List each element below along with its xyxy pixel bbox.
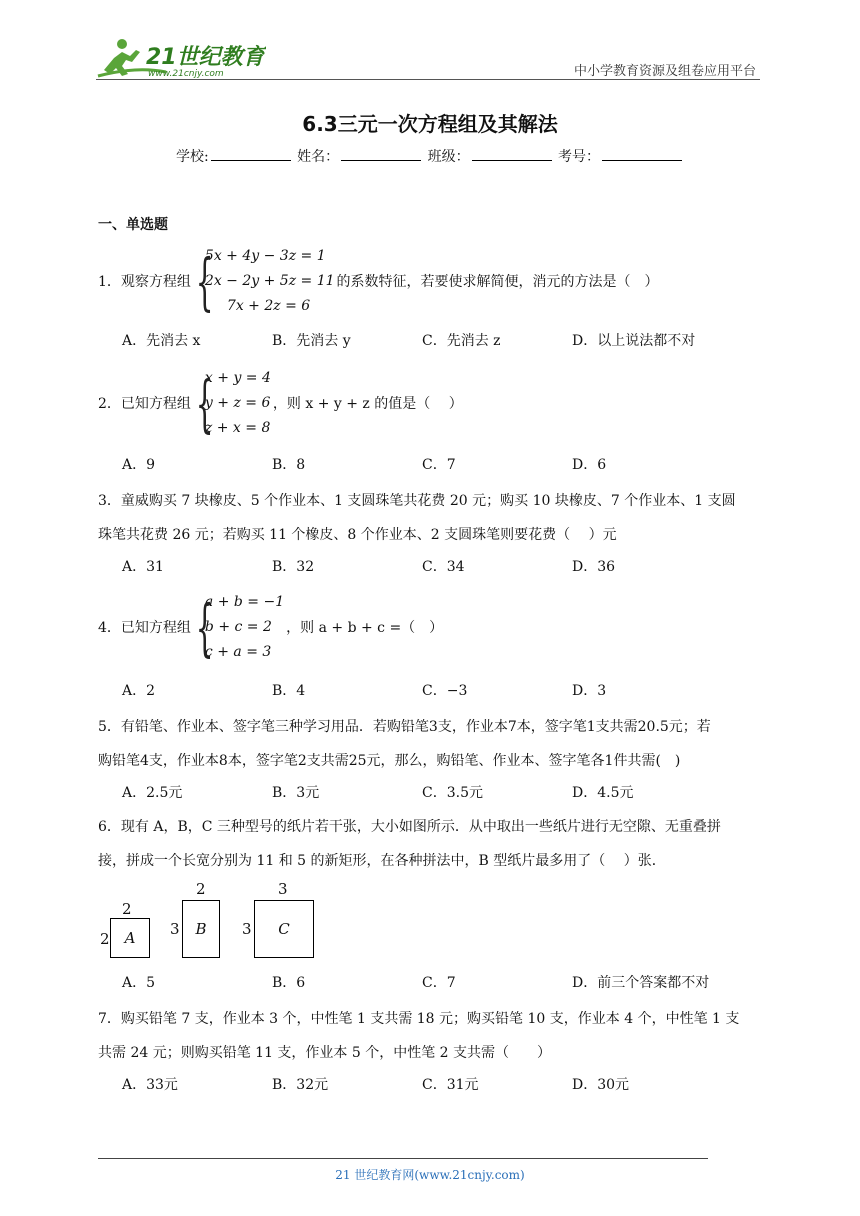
question-3-options [122, 556, 722, 576]
question-7-line: 共需 24 元；则购买铅笔 11 支，作业本 5 个，中性笔 2 支共需（ ） [98, 1045, 552, 1061]
question-7 [98, 1002, 766, 1070]
platform-name: 中小学教育资源及组卷应用平台 [573, 64, 756, 79]
question-2-stem-end: ，则 x + y + z 的值是（ ） [272, 395, 463, 412]
site-logo [96, 36, 266, 80]
question-6-line: 6．现有 A，B，C 三种型号的纸片若干张，大小如图所示．从中取出一些纸片进行无空隙、无重叠拼 [98, 819, 721, 835]
question-2-stem: 2．已知方程组 [98, 395, 191, 412]
question-1-stem-end: 的系数特征，若要使求解简便，消元的方法是（ ） [336, 273, 659, 290]
option-a[interactable]: A．2 [122, 683, 156, 699]
question-5-line: 购铅笔4支，作业本8本，签字笔2支共需25元，那么，购铅笔、作业本、签字笔各1件共需( ) [98, 753, 681, 769]
question-1-stem: 1．观察方程组 [98, 273, 191, 290]
equation: 5x + 4y − 3z = 1 [204, 248, 326, 264]
option-d[interactable]: D．以上说法都不对 [572, 333, 696, 349]
rect-c-label: C [278, 920, 290, 938]
option-d[interactable]: D．36 [572, 559, 616, 575]
question-5-line: 5．有铅笔、作业本、签字笔三种学习用品．若购铅笔3支，作业本7本，签字笔1支共需20.5元；若 [98, 719, 711, 735]
question-3-line: 珠笔共花费 26 元；若购买 11 个橡皮、8 个作业本、2 支圆珠笔则要花费（ ）元 [98, 527, 617, 543]
option-c[interactable]: C．先消去 z [422, 333, 501, 349]
equation: x + y = 4 [204, 370, 271, 386]
option-b[interactable]: B．4 [272, 683, 306, 699]
question-5 [98, 710, 766, 778]
option-d[interactable]: D．4.5元 [572, 785, 634, 801]
rect-a [110, 918, 150, 958]
equation: c + a = 3 [204, 644, 272, 660]
equation: a + b = −1 [204, 594, 285, 610]
option-b[interactable]: B．3元 [272, 785, 320, 801]
equation: 7x + 2z = 6 [226, 298, 311, 314]
name-label: 姓名： [297, 149, 340, 165]
option-a[interactable]: A．2.5元 [122, 785, 183, 801]
logo-text: 21世纪教育 [146, 45, 265, 70]
option-a[interactable]: A．先消去 x [122, 333, 201, 349]
footer-link[interactable]: 21 世纪教育网(www.21cnjy.com) [335, 1168, 525, 1182]
option-a[interactable]: A．31 [122, 559, 164, 575]
student-info [0, 146, 860, 166]
equation-system: { 5x + 4y − 3z = 1 2x − 2y + 5z = 11 7x + 2z = 6 [195, 244, 335, 318]
option-c[interactable]: C．−3 [422, 683, 468, 699]
page-title: 6.3三元一次方程组及其解法 [302, 112, 558, 136]
rect-b [182, 900, 220, 958]
option-b[interactable]: B．先消去 y [272, 333, 351, 349]
rect-b-label: B [195, 920, 207, 938]
option-c[interactable]: C．3.5元 [422, 785, 483, 801]
equation: 2x − 2y + 5z = 11 [204, 273, 335, 289]
option-d[interactable]: D．6 [572, 457, 607, 473]
rect-c [254, 900, 314, 958]
option-a[interactable]: A．5 [122, 975, 156, 991]
school-field[interactable] [211, 146, 291, 161]
question-7-options [122, 1074, 722, 1094]
question-5-options [122, 782, 722, 802]
b-width-label: 2 [196, 880, 206, 898]
b-height-label: 3 [170, 920, 180, 938]
paper-shapes-figure [96, 882, 326, 962]
option-d[interactable]: D．30元 [572, 1077, 630, 1093]
question-3-line: 3．童威购买 7 块橡皮、5 个作业本、1 支圆珠笔共花费 20 元；购买 10 块橡皮、7 个作业本、1 支圆 [98, 493, 736, 509]
option-c[interactable]: C．34 [422, 559, 465, 575]
option-a[interactable]: A．9 [122, 457, 156, 473]
name-field[interactable] [341, 146, 421, 161]
c-height-label: 3 [242, 920, 252, 938]
question-4-options [122, 680, 722, 700]
question-6-line: 接，拼成一个长宽分别为 11 和 5 的新矩形，在各种拼法中，B 型纸片最多用了（ ）张． [98, 853, 666, 869]
equation: b + c = 2 [204, 619, 272, 635]
class-label: 班级： [427, 149, 470, 165]
exam-no-field[interactable] [602, 146, 682, 161]
option-b[interactable]: B．32 [272, 559, 315, 575]
question-3 [98, 484, 766, 552]
c-width-label: 3 [278, 880, 288, 898]
option-b[interactable]: B．8 [272, 457, 306, 473]
school-label: 学校: [175, 149, 209, 165]
rect-a-label: A [124, 929, 136, 947]
question-4 [98, 590, 766, 665]
a-height-label: 2 [100, 930, 110, 948]
logo-url: www.21cnjy.com [148, 69, 224, 79]
option-a[interactable]: A．33元 [122, 1077, 178, 1093]
footer-divider [98, 1158, 708, 1159]
equation: y + z = 6 [204, 395, 271, 411]
question-7-line: 7．购买铅笔 7 支，作业本 3 个，中性笔 1 支共需 18 元；购买铅笔 10 支，作业本 4 个，中性笔 1 支 [98, 1011, 740, 1027]
question-4-stem: 4．已知方程组 [98, 619, 191, 636]
equation-system: { a + b = −1 b + c = 2 c + a = 3 [195, 590, 285, 664]
question-2-options [122, 454, 722, 474]
option-d[interactable]: D．前三个答案都不对 [572, 975, 710, 991]
option-b[interactable]: B．6 [272, 975, 306, 991]
option-d[interactable]: D．3 [572, 683, 607, 699]
question-6-options [122, 972, 722, 992]
option-c[interactable]: C．7 [422, 457, 456, 473]
a-width-label: 2 [122, 900, 132, 918]
option-b[interactable]: B．32元 [272, 1077, 329, 1093]
question-2 [98, 366, 766, 441]
equation-system: { x + y = 4 y + z = 6 z + x = 8 [195, 366, 271, 440]
question-6 [98, 810, 766, 878]
question-4-stem-end: ，则 a + b + c =（ ） [286, 619, 444, 636]
option-c[interactable]: C．7 [422, 975, 456, 991]
section-heading: 一、单选题 [98, 217, 168, 233]
option-c[interactable]: C．31元 [422, 1077, 479, 1093]
question-1-options [122, 330, 722, 350]
equation: z + x = 8 [204, 420, 271, 436]
class-field[interactable] [472, 146, 552, 161]
header-divider [96, 79, 760, 80]
question-1 [98, 244, 766, 319]
exam-no-label: 考号： [558, 149, 601, 165]
